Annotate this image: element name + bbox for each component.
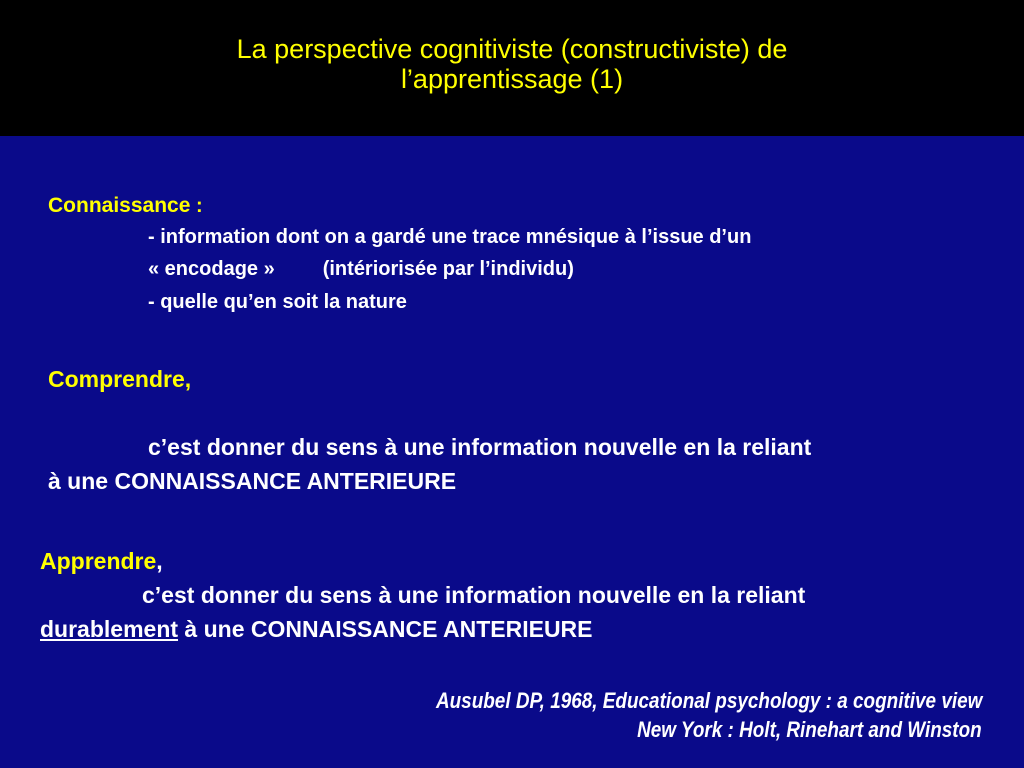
connaissance-heading: Connaissance [48, 194, 191, 217]
apprendre-heading-row [40, 548, 163, 575]
apprendre-line2-rest: à une CONNAISSANCE ANTERIEURE [178, 616, 593, 642]
apprendre-comma: , [156, 548, 163, 574]
connaissance-heading-row [48, 194, 203, 218]
apprendre-line1: c’est donner du sens à une information nouvelle en la reliant [142, 582, 806, 608]
connaissance-line3: - quelle qu’en soit la nature [148, 291, 407, 313]
slide-title-line1: La perspective cognitiviste (constructiviste) de [236, 34, 788, 64]
comprendre-line2: à une CONNAISSANCE ANTERIEURE [48, 468, 457, 494]
comprendre-heading: Comprendre, [48, 366, 192, 392]
apprendre-line2 [40, 616, 593, 643]
slide-content [0, 136, 1024, 768]
apprendre-heading: Apprendre [40, 548, 157, 574]
comprendre-line1: c’est donner du sens à une information nouvelle en la reliant [148, 434, 812, 460]
apprendre-durablement: durablement [40, 616, 179, 642]
citation-line2: New York : Holt, Rinehart and Winston [637, 717, 982, 742]
title-band [0, 0, 1024, 136]
slide-title-line2: l’apprentissage (1) [400, 64, 624, 94]
connaissance-line1: - information dont on a gardé une trace mnésique à l’issue d’un [148, 226, 752, 248]
connaissance-colon: : [190, 195, 203, 217]
connaissance-encodage: « encodage » [148, 258, 275, 280]
connaissance-interiorisee: (intériorisée par l’individu) [322, 258, 574, 280]
connaissance-line2 [148, 258, 574, 281]
citation-line1: Ausubel DP, 1968, Educational psychology : a cognitive view [435, 688, 982, 713]
slide-title [0, 34, 1024, 94]
